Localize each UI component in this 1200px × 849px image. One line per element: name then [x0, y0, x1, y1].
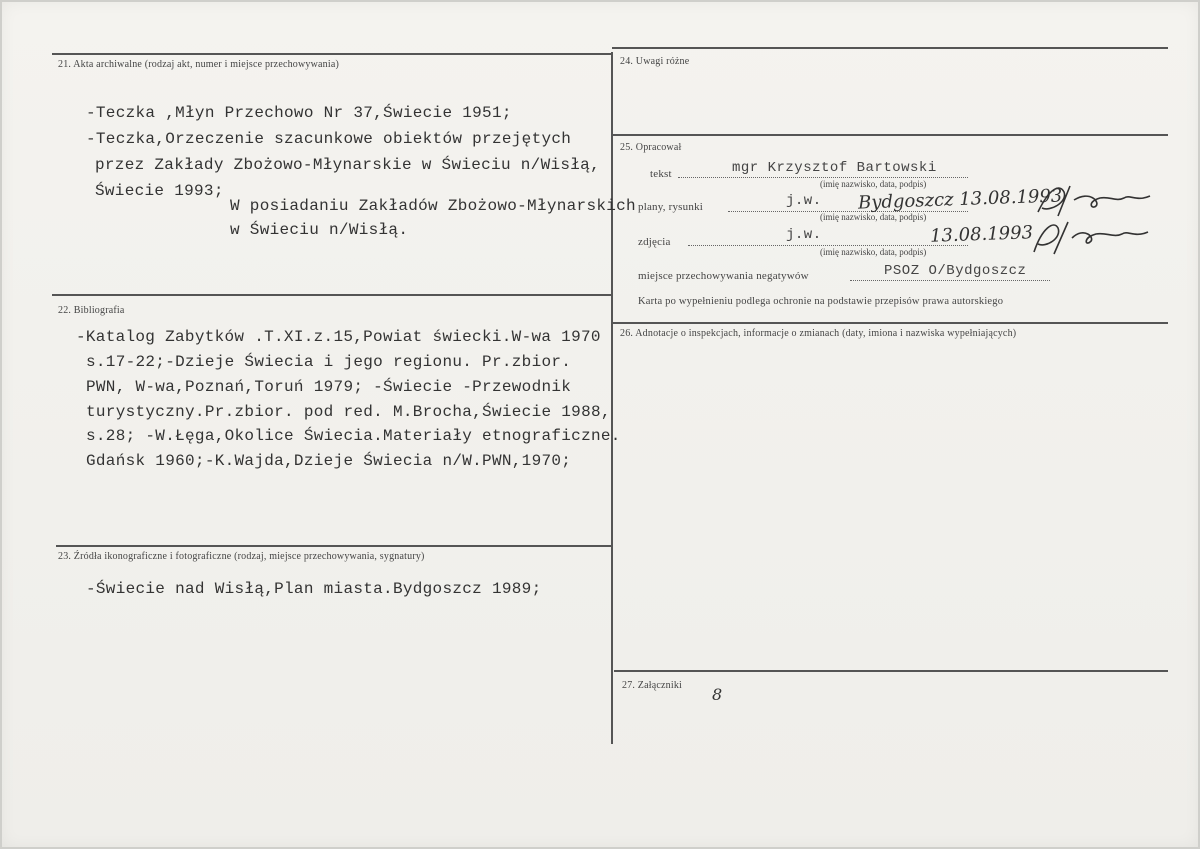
section22-line-4: turystyczny.Pr.zbior. pod red. M.Brocha,Świecie 1988,	[86, 403, 611, 421]
zdjecia-value: j.w.	[786, 227, 822, 243]
column-divider	[611, 52, 613, 744]
section21-line-5: W posiadaniu Zakładów Zbożowo-Młynarskich	[230, 197, 636, 215]
section21-line-6: w Świeciu n/Wisłą.	[230, 221, 409, 239]
section21-line-1: -Teczka ,Młyn Przechowo Nr 37,Świecie 1951;	[86, 104, 512, 122]
tekst-dotted-line	[678, 177, 968, 178]
section24-label: 24. Uwagi różne	[620, 56, 690, 67]
negatywy-dotted-line	[850, 280, 1050, 281]
section23-line-1: -Świecie nad Wisłą,Plan miasta.Bydgoszcz 1989;	[86, 580, 542, 598]
section26-label: 26. Adnotacje o inspekcjach, informacje o zmianach (daty, imiona i nazwiska wypełniających)	[620, 328, 1017, 339]
rule-23	[56, 545, 612, 547]
section21-line-4: Świecie 1993;	[95, 182, 224, 200]
zdjecia-handwriting: 13.08.1993	[929, 222, 1034, 247]
signature-zdjecia	[1024, 216, 1154, 256]
section25-label: 25. Opracował	[620, 142, 682, 153]
negatywy-label: miejsce przechowywania negatywów	[638, 270, 809, 282]
rule-26	[612, 322, 1168, 324]
section21-line-3: przez Zakłady Zbożowo-Młynarskie w Świeciu n/Wisłą,	[95, 156, 600, 174]
rule-top-left	[52, 53, 612, 55]
section21-label: 21. Akta archiwalne (rodzaj akt, numer i miejsce przechowywania)	[58, 59, 340, 70]
zdjecia-dotted-line	[688, 245, 968, 246]
rule-top-right	[612, 47, 1168, 49]
plany-caption: (imię nazwisko, data, podpis)	[820, 212, 927, 222]
section27-value: 8	[712, 685, 723, 704]
tekst-caption: (imię nazwisko, data, podpis)	[820, 179, 927, 189]
section22-line-1: -Katalog Zabytków .T.XI.z.15,Powiat świecki.W-wa 1970	[76, 328, 601, 346]
section23-label: 23. Źródła ikonograficzne i fotograficzne (rodzaj, miejsce przechowywania, sygnatury)	[58, 551, 425, 562]
section22-line-6: Gdańsk 1960;-K.Wajda,Dzieje Świecia n/W.PWN,1970;	[86, 452, 572, 470]
zdjecia-label: zdjęcia	[638, 236, 671, 248]
tekst-label: tekst	[650, 168, 672, 180]
plany-label: plany, rysunki	[638, 201, 704, 213]
rule-27	[614, 670, 1168, 672]
section22-line-3: PWN, W-wa,Poznań,Toruń 1979; -Świecie -Przewodnik	[86, 378, 572, 396]
rule-25	[612, 134, 1168, 136]
tekst-value: mgr Krzysztof Bartowski	[732, 160, 937, 176]
copyright-note: Karta po wypełnieniu podlega ochronie na podstawie przepisów prawa autorskiego	[638, 296, 1004, 307]
plany-value: j.w.	[786, 193, 822, 209]
rule-22	[52, 294, 612, 296]
negatywy-value: PSOZ O/Bydgoszcz	[884, 263, 1027, 279]
section22-line-2: s.17-22;-Dzieje Świecia i jego regionu. Pr.zbior.	[86, 353, 572, 371]
signature-plany	[1030, 182, 1160, 218]
section22-label: 22. Bibliografia	[58, 305, 125, 316]
section27-label: 27. Załączniki	[622, 680, 682, 691]
zdjecia-caption: (imię nazwisko, data, podpis)	[820, 247, 927, 257]
section22-line-5: s.28; -W.Łęga,Okolice Świecia.Materiały etnograficzne.	[86, 427, 621, 445]
plany-handwriting: Bydgoszcz 13.08.1993	[857, 185, 1063, 214]
section21-line-2: -Teczka,Orzeczenie szacunkowe obiektów przejętych	[86, 130, 572, 148]
